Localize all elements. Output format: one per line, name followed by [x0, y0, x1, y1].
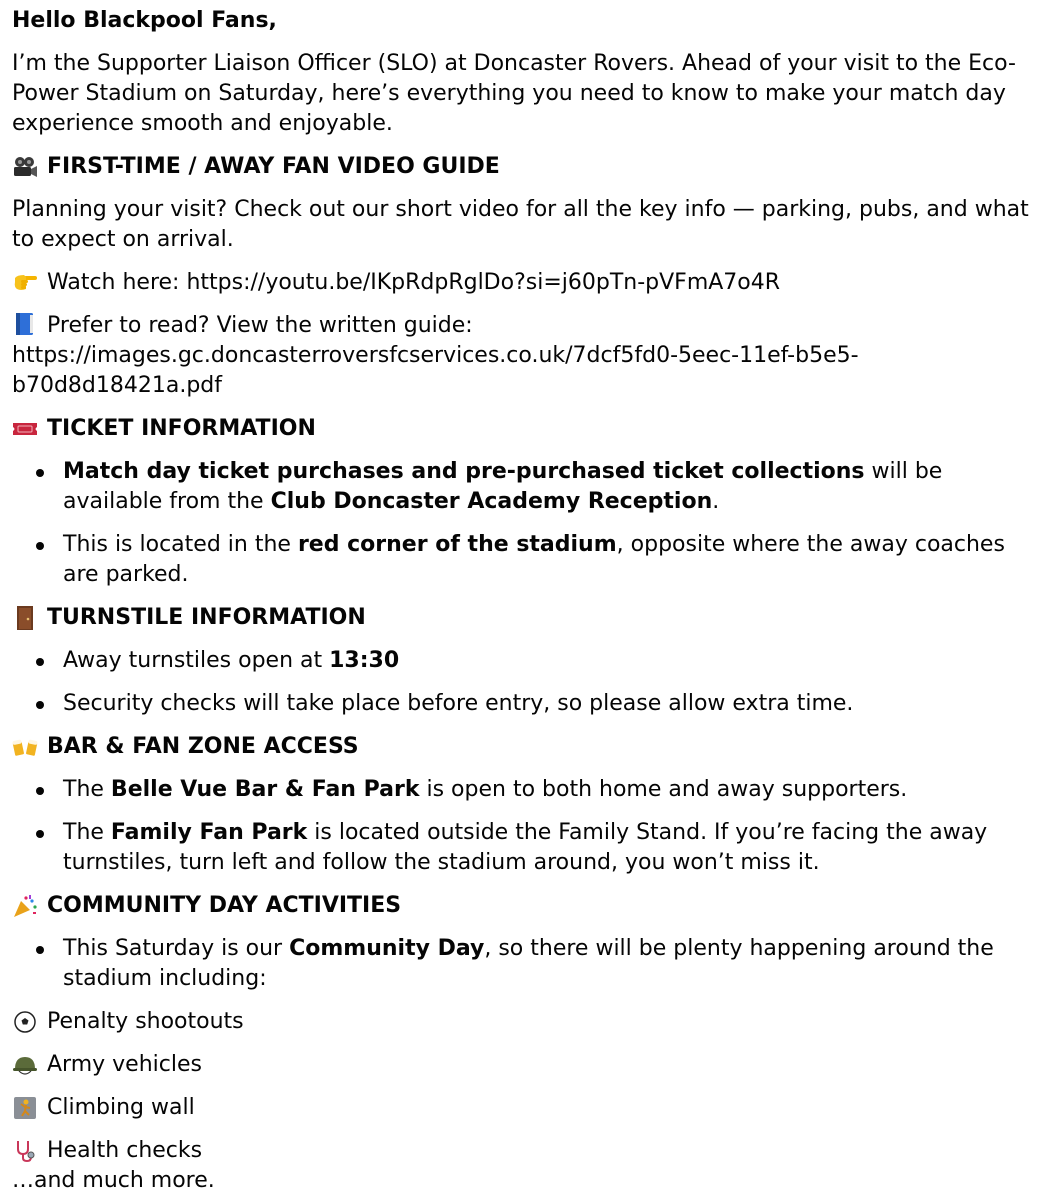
bar-title: BAR & FAN ZONE ACCESS: [47, 734, 359, 759]
turnstile-heading: [12, 603, 1040, 633]
video-guide-title: FIRST-TIME / AWAY FAN VIDEO GUIDE: [47, 154, 500, 179]
read-line: [12, 311, 1040, 401]
ticket-icon: [12, 417, 38, 441]
list-item: Match day ticket purchases and pre-purchased ticket collections will be available from the Club Doncaster Academy Reception.: [63, 457, 1040, 517]
activity-label: Penalty shootouts: [47, 1009, 244, 1034]
and-much-more: …and much more.: [12, 1168, 215, 1193]
watch-label: Watch here:: [47, 270, 187, 295]
ticket-heading: [12, 414, 1040, 444]
video-guide-heading: [12, 152, 1040, 182]
movie-camera-icon: [12, 155, 38, 179]
list-item: This Saturday is our Community Day, so there will be plenty happening around the stadium including:: [63, 934, 1040, 994]
list-item: The Family Fan Park is located outside the Family Stand. If you’re facing the away turnstiles, turn left and follow the stadium around, you won’t miss it.: [63, 818, 1040, 878]
list-item: This is located in the red corner of the stadium, opposite where the away coaches are parked.: [63, 530, 1040, 590]
activity-label: Army vehicles: [47, 1052, 202, 1077]
activity-health-checks: [12, 1136, 1040, 1166]
turnstile-list: [12, 646, 1040, 719]
activity-penalty-shootouts: [12, 1007, 1040, 1037]
watch-line: [12, 268, 1040, 298]
written-guide-link[interactable]: https://images.gc.doncasterroversfcservices.co.uk/7dcf5fd0-5eec-11ef-b5e5-b70d8d18421a.pdf: [12, 343, 859, 398]
video-guide-text: Planning your visit? Check out our short video for all the key info — parking, pubs, and what to expect on arrival.: [12, 197, 1029, 252]
ticket-title: TICKET INFORMATION: [47, 416, 316, 441]
list-item: Security checks will take place before entry, so please allow extra time.: [63, 689, 1040, 719]
blue-book-icon: [12, 312, 38, 336]
clinking-beer-mugs-icon: [12, 735, 38, 759]
bar-list: [12, 775, 1040, 878]
military-helmet-icon: [12, 1053, 38, 1077]
soccer-ball-icon: [12, 1010, 38, 1034]
ticket-list: [12, 457, 1040, 590]
intro-paragraph: I’m the Supporter Liaison Officer (SLO) at Doncaster Rovers. Ahead of your visit to the Eco-Power Stadium on Saturday, here’s everything you need to know to make your match day experience smooth and enjoyable.: [12, 51, 1016, 136]
read-label: Prefer to read? View the written guide:: [47, 313, 473, 338]
video-link[interactable]: https://youtu.be/IKpRdpRglDo?si=j60pTn-pVFmA7o4R: [186, 270, 781, 295]
turnstile-title: TURNSTILE INFORMATION: [47, 605, 366, 630]
activity-climbing-wall: [12, 1093, 1040, 1123]
community-title: COMMUNITY DAY ACTIVITIES: [47, 893, 402, 918]
community-list: [12, 934, 1040, 994]
list-item: Away turnstiles open at 13:30: [63, 646, 1040, 676]
activity-army-vehicles: [12, 1050, 1040, 1080]
pointing-hand-icon: [12, 269, 38, 293]
activity-label: Health checks: [47, 1138, 203, 1163]
stethoscope-icon: [12, 1139, 38, 1163]
greeting: Hello Blackpool Fans,: [12, 8, 277, 33]
bar-heading: [12, 732, 1040, 762]
activity-label: Climbing wall: [47, 1095, 195, 1120]
party-popper-icon: [12, 894, 38, 918]
community-heading: [12, 891, 1040, 921]
door-icon: [12, 606, 38, 630]
list-item: The Belle Vue Bar & Fan Park is open to both home and away supporters.: [63, 775, 1040, 805]
climbing-person-icon: [12, 1096, 38, 1120]
